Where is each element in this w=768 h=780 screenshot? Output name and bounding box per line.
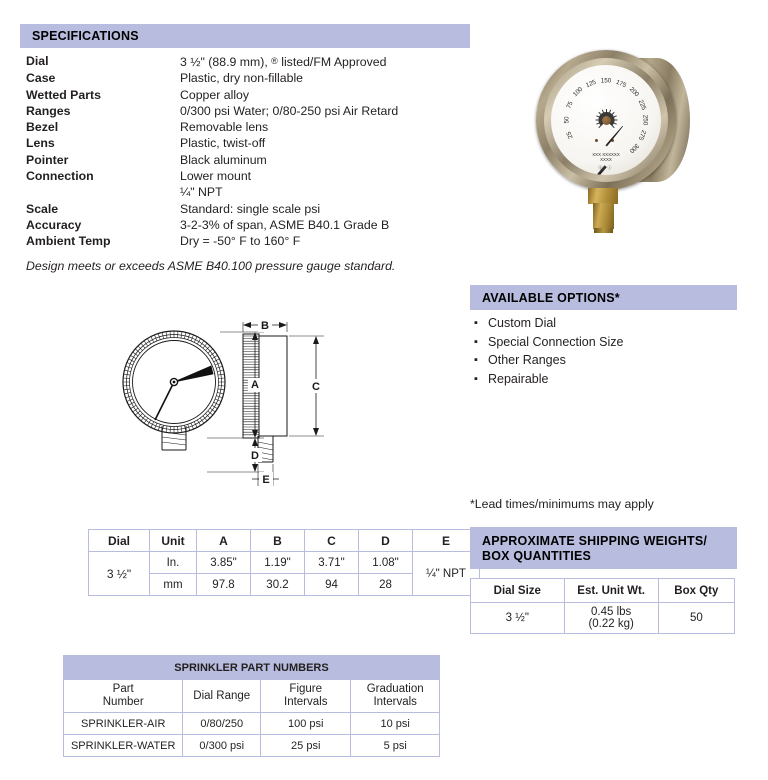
pressure-gauge-photo xyxy=(528,48,698,253)
gauge-ul-mark-icon: ⓤ ⓘ xyxy=(598,165,614,170)
sprinkler-cell-graduation: 5 psi xyxy=(351,735,440,757)
table-row xyxy=(64,713,440,735)
spec-value: Lower mount xyxy=(180,169,252,184)
gauge-brand-line-2: XXXX xyxy=(600,157,612,162)
sprinkler-table-title: SPRINKLER PART NUMBERS xyxy=(64,656,440,680)
asme-standard-note: Design meets or exceeds ASME B40.100 pressure gauge standard. xyxy=(26,259,396,273)
gauge-brand-line-1: XXX XXXXXX xyxy=(592,152,620,157)
spec-value xyxy=(180,53,466,70)
dims-col-e: E xyxy=(413,530,480,552)
spec-value: ¼" NPT xyxy=(180,185,223,200)
spec-row xyxy=(26,53,466,70)
sprinkler-col-figure-intervals xyxy=(261,680,351,713)
spec-value-pre: 3 ½" (88.9 mm), xyxy=(180,55,272,69)
bullet-icon: ▪ xyxy=(474,317,478,329)
spec-row xyxy=(26,152,466,168)
dims-col-d: D xyxy=(359,530,413,552)
spec-label: Pointer xyxy=(26,152,69,167)
dimension-label-e: E xyxy=(262,474,270,486)
col-line-1: Graduation xyxy=(366,683,424,695)
col-line-1: Figure xyxy=(289,683,323,695)
dims-col-unit: Unit xyxy=(150,530,197,552)
shipping-header-line-2: BOX QUANTITIES xyxy=(482,549,592,563)
spec-row xyxy=(26,217,466,233)
table-header-row xyxy=(89,530,480,552)
ship-weight-lbs: 0.45 lbs xyxy=(591,606,632,618)
spec-value: 0/300 psi Water; 0/80-250 psi Air Retard xyxy=(180,103,399,118)
spec-label: Bezel xyxy=(26,120,59,135)
option-item xyxy=(474,370,744,389)
registered-mark-icon: ® xyxy=(271,56,278,66)
spec-row xyxy=(26,201,466,217)
spec-row xyxy=(26,70,466,86)
sprinkler-cell-figure: 100 psi xyxy=(261,713,351,735)
spec-label: Accuracy xyxy=(26,217,82,232)
spec-label: Case xyxy=(26,71,56,86)
dims-cell-a: 3.85" xyxy=(197,552,251,574)
table-row xyxy=(471,603,735,634)
table-header-row xyxy=(471,579,735,603)
ship-col-dial-size: Dial Size xyxy=(471,579,565,603)
sprinkler-cell-graduation: 10 psi xyxy=(351,713,440,735)
bullet-icon: ▪ xyxy=(474,372,478,385)
table-row xyxy=(64,735,440,757)
option-item xyxy=(474,314,744,333)
col-line-2: Intervals xyxy=(284,696,328,708)
option-item xyxy=(474,351,744,370)
dims-cell-b: 30.2 xyxy=(251,574,305,596)
table-row xyxy=(89,552,480,574)
specifications-header-label: SPECIFICATIONS xyxy=(32,29,139,43)
spec-row xyxy=(26,87,466,103)
table-header-row xyxy=(64,680,440,713)
spec-label xyxy=(26,184,180,200)
ship-cell-box-qty: 50 xyxy=(658,603,734,634)
sprinkler-col-part-number xyxy=(64,680,183,713)
sprinkler-cell-range: 0/80/250 xyxy=(183,713,261,735)
gauge-connection-stem xyxy=(593,203,614,229)
gauge-brand-mark xyxy=(592,152,620,162)
spec-label: Ranges xyxy=(26,103,71,118)
gauge-connection-hex xyxy=(588,188,618,204)
spec-label: Wetted Parts xyxy=(26,87,101,102)
spec-value: Copper alloy xyxy=(180,87,250,102)
spec-value: Standard: single scale psi xyxy=(180,201,321,216)
sprinkler-col-dial-range xyxy=(183,680,261,713)
gauge-pointer-hub xyxy=(602,116,611,125)
option-label: Special Connection Size xyxy=(488,334,624,349)
option-label: Custom Dial xyxy=(488,316,557,330)
dims-col-b: B xyxy=(251,530,305,552)
sprinkler-col-graduation-intervals xyxy=(351,680,440,713)
sprinkler-cell-range: 0/300 psi xyxy=(183,735,261,757)
dims-cell-unit: mm xyxy=(150,574,197,596)
spec-row xyxy=(26,103,466,119)
specifications-header xyxy=(20,24,470,48)
spec-label: Ambient Temp xyxy=(26,234,111,249)
dimension-label-c: C xyxy=(312,381,320,393)
ship-cell-dial-size: 3 ½" xyxy=(471,603,565,634)
dims-col-a: A xyxy=(197,530,251,552)
table-title-row xyxy=(64,656,440,680)
spec-value: Dry = -50° F to 160° F xyxy=(180,234,301,249)
dims-col-dial: Dial xyxy=(89,530,150,552)
dimensions-table xyxy=(88,529,480,596)
ship-weight-kg: (0.22 kg) xyxy=(588,618,634,630)
dims-cell-e: ¼" NPT xyxy=(413,552,480,596)
shipping-header-line-1: APPROXIMATE SHIPPING WEIGHTS/ xyxy=(482,534,708,548)
spec-label: Scale xyxy=(26,201,59,216)
col-line-1: Part xyxy=(112,683,134,695)
dims-col-c: C xyxy=(305,530,359,552)
spec-value-post: listed/FM Approved xyxy=(277,55,387,69)
spec-row xyxy=(26,168,466,184)
spec-row-continuation xyxy=(26,184,466,200)
dims-cell-b: 1.19" xyxy=(251,552,305,574)
col-line-1: Dial Range xyxy=(193,689,251,702)
spec-row xyxy=(26,119,466,135)
spec-value: Removable lens xyxy=(180,120,269,135)
col-line-2: Number xyxy=(102,696,144,708)
bullet-icon: ▪ xyxy=(474,354,478,366)
sprinkler-part-numbers-table xyxy=(63,655,440,757)
options-list xyxy=(474,314,744,388)
spec-value: Plastic, dry non-fillable xyxy=(180,71,304,86)
gauge-dial-dot-left xyxy=(595,139,598,142)
gauge-dimension-drawing xyxy=(112,316,362,506)
option-item xyxy=(474,333,744,352)
options-header xyxy=(470,285,737,310)
dims-cell-c: 94 xyxy=(305,574,359,596)
option-label: Other Ranges xyxy=(488,353,566,367)
options-footnote: *Lead times/minimums may apply xyxy=(470,497,654,511)
spec-value: 3-2-3% of span, ASME B40.1 Grade B xyxy=(180,217,390,232)
gauge-connection-tip xyxy=(594,228,613,233)
options-header-label: AVAILABLE OPTIONS* xyxy=(482,290,620,305)
sprinkler-cell-figure: 25 psi xyxy=(261,735,351,757)
dimension-label-a: A xyxy=(251,379,259,391)
spec-label: Connection xyxy=(26,169,94,184)
dims-cell-c: 3.71" xyxy=(305,552,359,574)
ship-col-unit-wt: Est. Unit Wt. xyxy=(564,579,658,603)
col-line-2: Intervals xyxy=(373,696,417,708)
dims-cell-d: 1.08" xyxy=(359,552,413,574)
dims-cell-d: 28 xyxy=(359,574,413,596)
spec-row xyxy=(26,135,466,151)
gauge-dial-face: 25 50 75 100 125 150 175 200 225 250 275 300 XXX XXXXXX XXXX ⓤ ⓘ xyxy=(551,65,661,175)
sprinkler-cell-part: SPRINKLER-WATER xyxy=(64,735,183,757)
dimension-label-d: D xyxy=(251,450,259,462)
spec-label: Dial xyxy=(26,54,49,68)
spec-label: Lens xyxy=(26,136,55,151)
dimension-label-b: B xyxy=(261,320,269,332)
spec-value: Plastic, twist-off xyxy=(180,136,266,151)
option-label: Repairable xyxy=(488,371,549,386)
dims-cell-unit: In. xyxy=(150,552,197,574)
spec-row xyxy=(26,233,466,249)
dims-cell-a: 97.8 xyxy=(197,574,251,596)
dims-cell-dial: 3 ½" xyxy=(89,552,150,596)
ship-col-box-qty: Box Qty xyxy=(658,579,734,603)
spec-value: Black aluminum xyxy=(180,152,267,167)
specifications-list xyxy=(26,53,466,250)
sprinkler-cell-part: SPRINKLER-AIR xyxy=(64,713,183,735)
ship-cell-unit-wt xyxy=(564,603,658,634)
shipping-header xyxy=(470,527,737,569)
shipping-weights-table xyxy=(470,578,735,634)
bullet-icon: ▪ xyxy=(474,335,478,348)
